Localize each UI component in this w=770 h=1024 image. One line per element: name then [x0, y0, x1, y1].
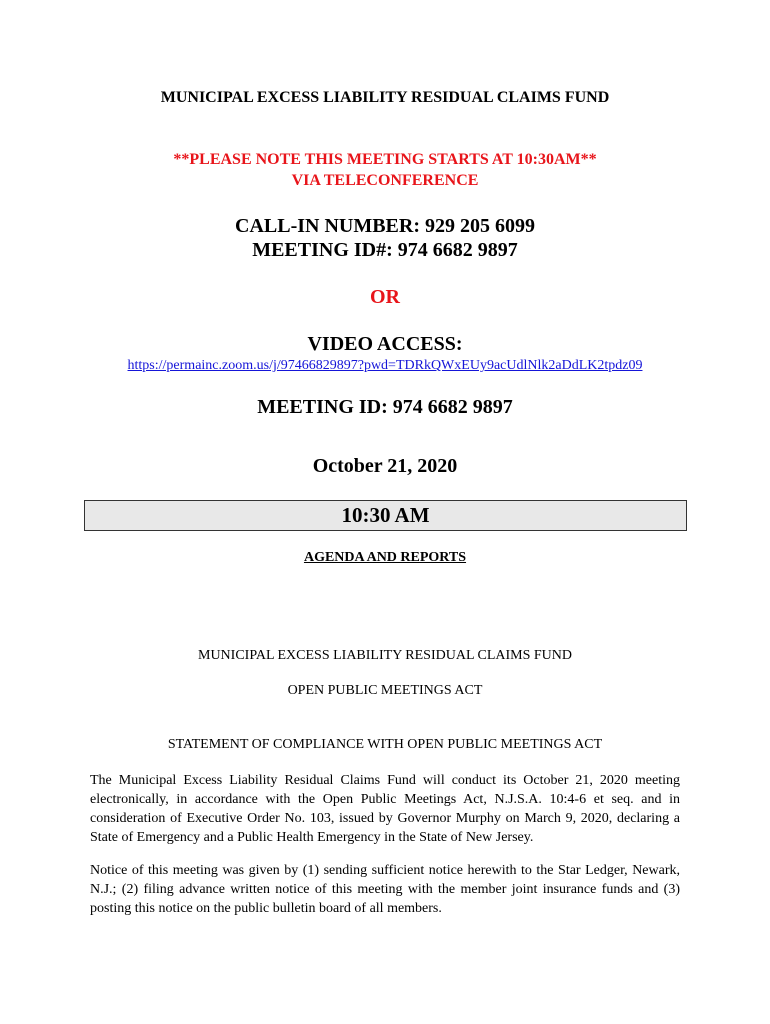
agenda-heading: AGENDA AND REPORTS [303, 550, 467, 565]
act-name: OPEN PUBLIC MEETINGS ACT [287, 683, 483, 698]
notice-paragraph: Notice of this meeting was given by (1) sending sufficient notice herewith to the Star Ledger, Newark, N.J.; (2) filing advance written notice of this meeting with the member joint insurance funds and (3) posting this notice on the public bulletin board of all members. [90, 863, 680, 916]
video-access-heading: VIDEO ACCESS: [307, 333, 463, 355]
zoom-link-line [0, 358, 770, 374]
meeting-time-box: 10:30 AM [84, 500, 687, 531]
teleconference-notice: VIA TELECONFERENCE [291, 172, 479, 189]
document-title: MUNICIPAL EXCESS LIABILITY RESIDUAL CLAIMS FUND [160, 89, 610, 106]
compliance-statement-heading: STATEMENT OF COMPLIANCE WITH OPEN PUBLIC MEETINGS ACT [167, 737, 603, 752]
or-separator: OR [370, 286, 400, 308]
video-meeting-id: MEETING ID: 974 6682 9897 [257, 396, 513, 418]
compliance-paragraph: The Municipal Excess Liability Residual Claims Fund will conduct its October 21, 2020 meeting electronically, in accordance with the Open Public Meetings Act, N.J.S.A. 10:4-6 et seq. and in consideration of Executive Order No. 103, issued by Governor Murphy on March 9, 2020, declaring a State of Emergency and a Public Health Emergency in the State of New Jersey. [90, 773, 680, 845]
dial-in-meeting-id: MEETING ID#: 974 6682 9897 [252, 239, 518, 261]
call-in-number: CALL-IN NUMBER: 929 205 6099 [235, 215, 535, 237]
meeting-date: October 21, 2020 [312, 455, 458, 477]
zoom-link[interactable]: https://permainc.zoom.us/j/97466829897?pwd=TDRkQWxEUy9acUdlNlk2aDdLK2tpdz09 [127, 358, 643, 373]
meeting-start-notice: **PLEASE NOTE THIS MEETING STARTS AT 10:30AM** [173, 151, 597, 168]
fund-name: MUNICIPAL EXCESS LIABILITY RESIDUAL CLAIMS FUND [198, 648, 572, 663]
